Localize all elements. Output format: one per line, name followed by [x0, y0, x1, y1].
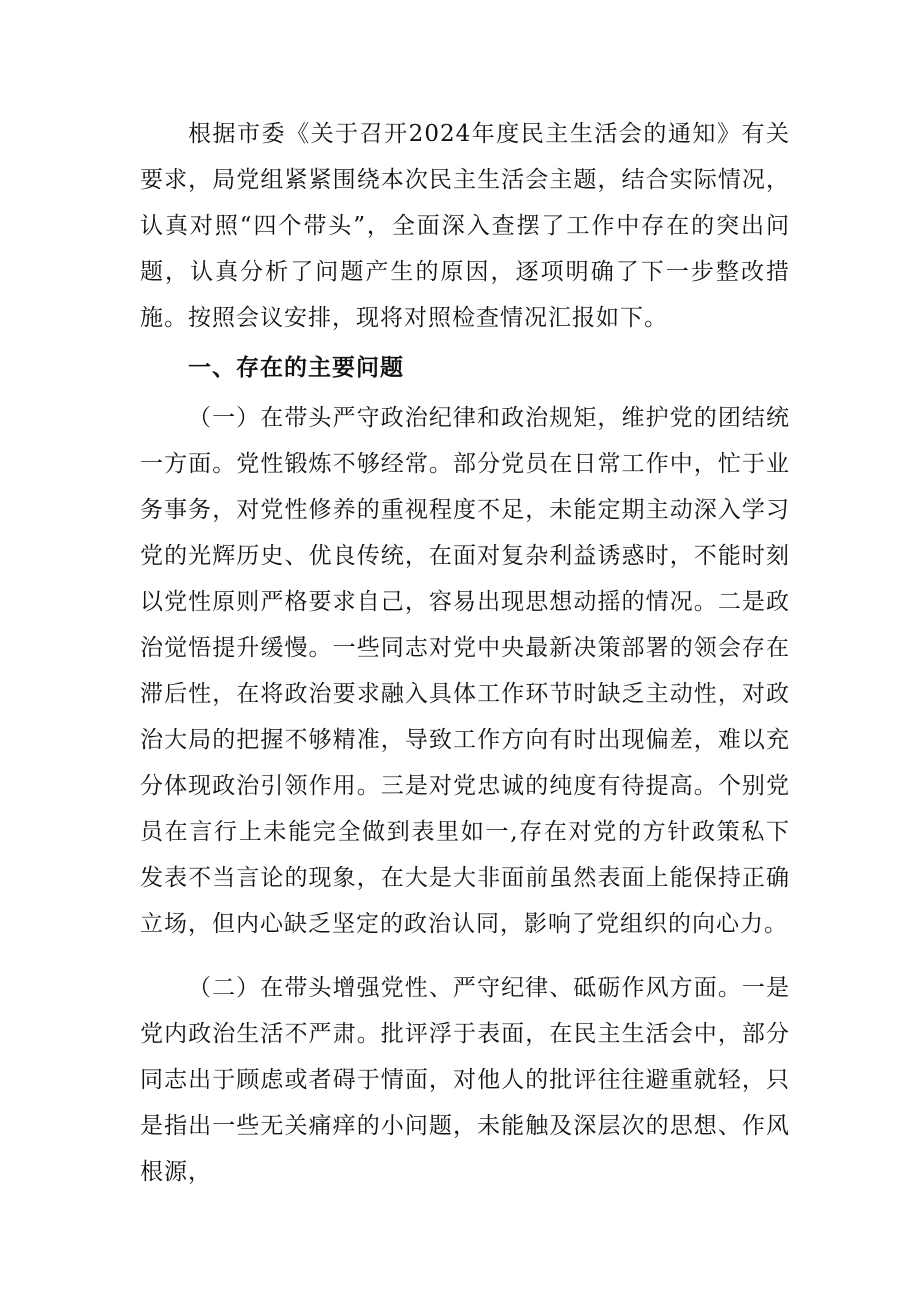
- section-1-paragraph: （一）在带头严守政治纪律和政治规矩，维护党的团结统一方面。党性锻炼不够经常。部分党员在日常工作中，忙于业务事务，对党性修养的重视程度不足，未能定期主动深入学习党的光辉历史、优良传统，在面对复杂利益诱惑时，不能时刻以党性原则严格要求自己，容易出现思想动摇的情况。二是政治觉悟提升缓慢。一些同志对党中央最新决策部署的领会存在滞后性，在将政治要求融入具体工作环节时缺乏主动性，对政治大局的把握不够精准，导致工作方向有时出现偏差，难以充分体现政治引领作用。三是对党忠诚的纯度有待提高。个别党员在言行上未能完全做到表里如一,存在对党的方针政策私下发表不当言论的现象，在大是大非面前虽然表面上能保持正确立场，但内心缺乏坚定的政治认同，影响了党组织的向心力。: [140, 405, 790, 937]
- spacer: [140, 947, 790, 965]
- section-heading: 一、存在的主要问题: [188, 355, 404, 381]
- section-2-paragraph: （二）在带头增强党性、严守纪律、砥砺作风方面。一是党内政治生活不严肃。批评浮于表面，在民主生活会中，部分同志出于顾虑或者碍于情面，对他人的批评往往避重就轻，只是指出一些无关痛痒的小问题，未能触及深层次的思想、作风根源，: [140, 975, 790, 1185]
- intro-paragraph: 根据市委《关于召开2024年度民主生活会的通知》有关要求，局党组紧紧围绕本次民主生活会主题，结合实际情况，认真对照“四个带头”，全面深入查摆了工作中存在的突出问题，认真分析了问题产生的原因，逐项明确了下一步整改措施。按照会议安排，现将对照检查情况汇报如下。: [140, 121, 790, 331]
- document-body: [140, 111, 790, 1195]
